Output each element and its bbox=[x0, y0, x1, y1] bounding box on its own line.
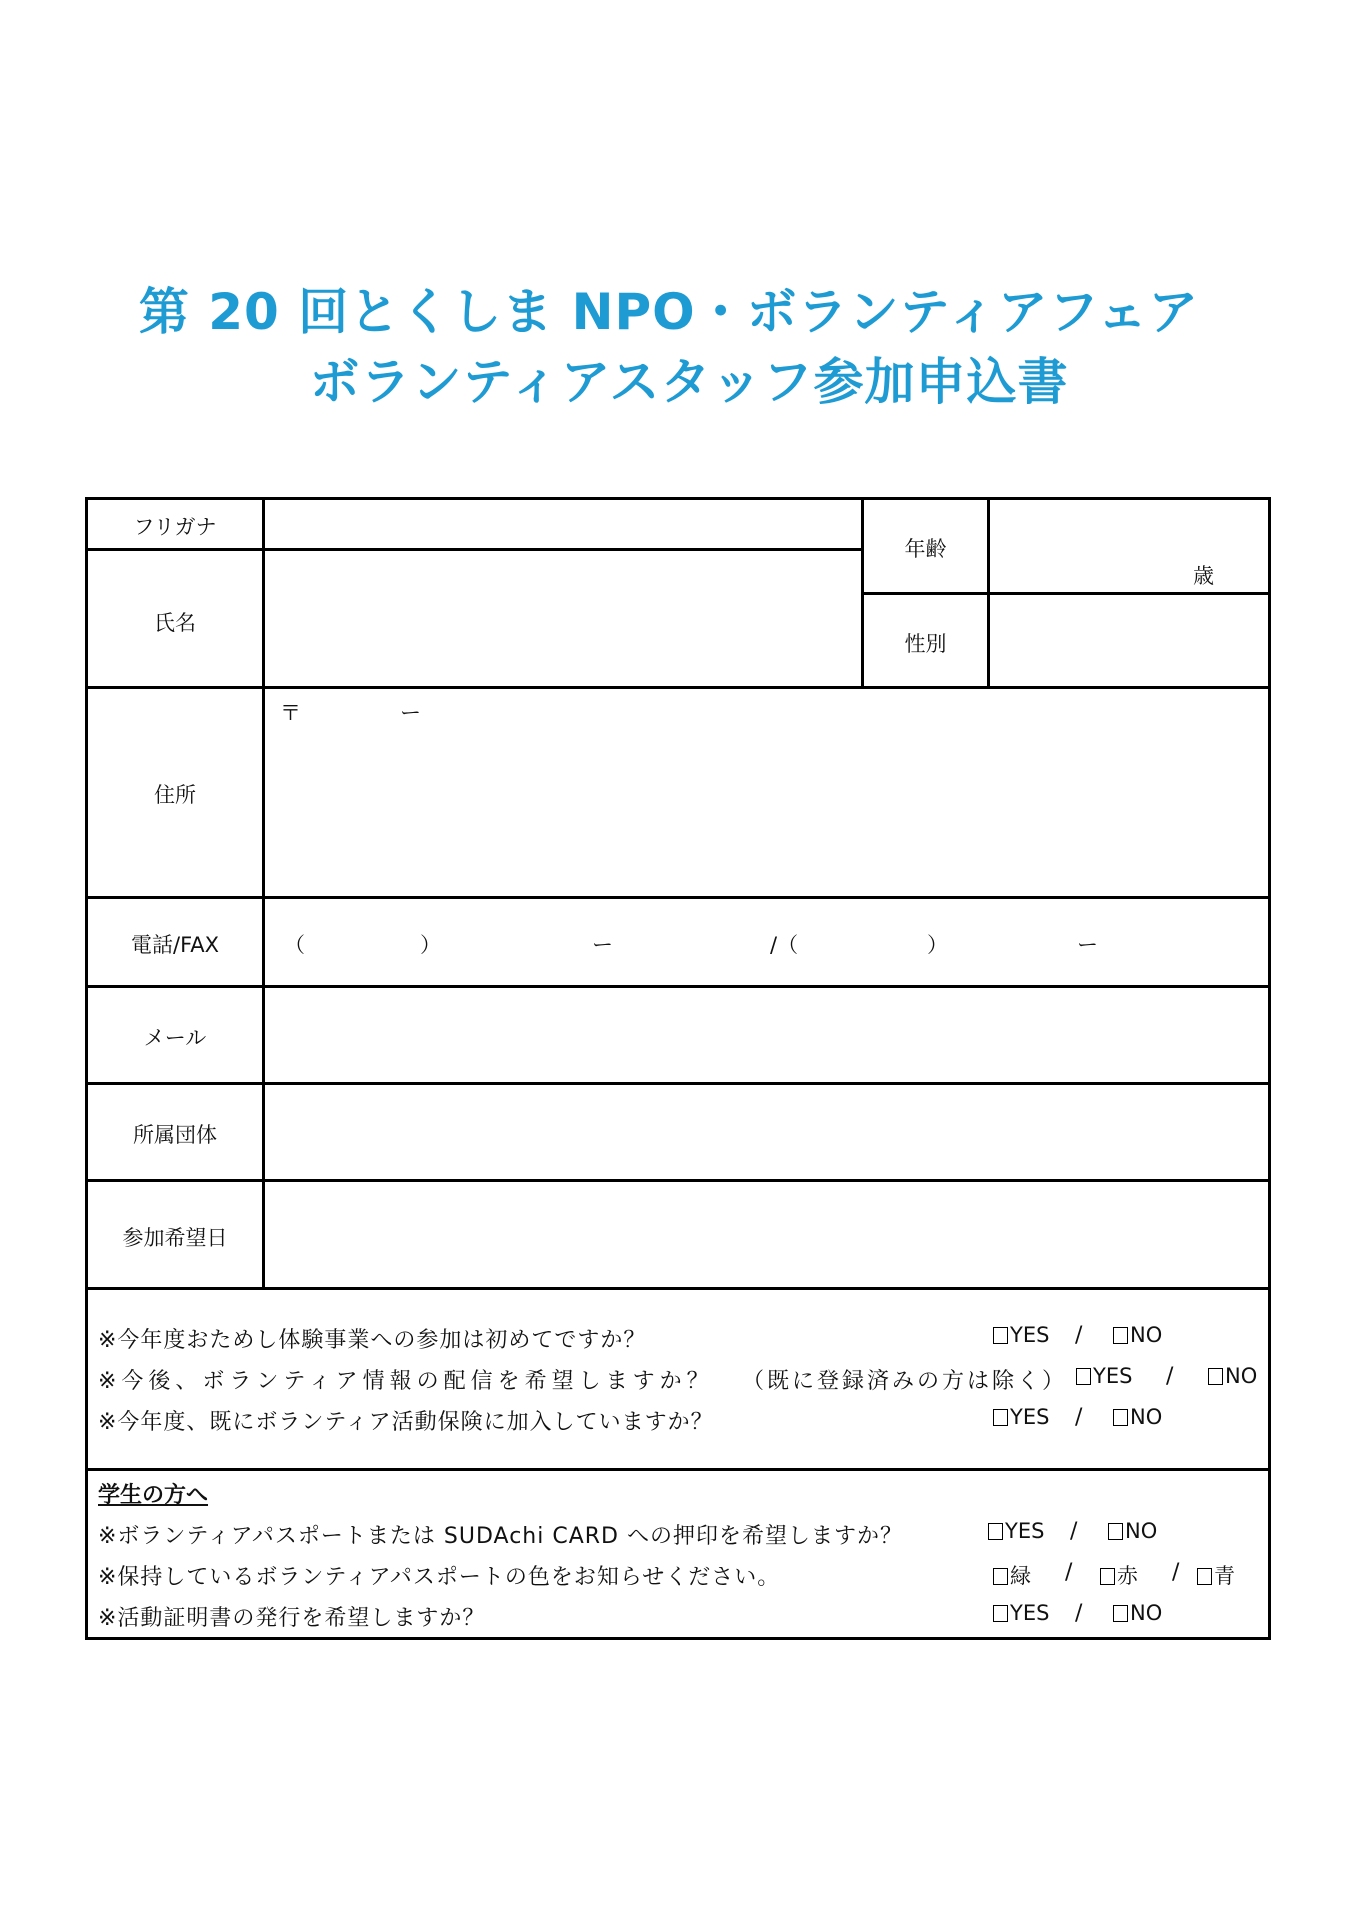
row-divider-org bbox=[85, 1179, 1271, 1182]
question-passport-color: ※保持しているボランティアパスポートの色をお知らせください。 bbox=[98, 1565, 781, 1590]
fax-separator: /（ bbox=[770, 933, 799, 957]
checkbox-icon[interactable] bbox=[993, 1327, 1008, 1344]
age-field[interactable] bbox=[991, 501, 1268, 591]
slash-separator: / bbox=[1065, 1560, 1073, 1585]
color-red-option[interactable]: 赤 bbox=[1100, 1560, 1138, 1590]
slash-separator: / bbox=[1075, 1405, 1083, 1430]
checkbox-icon[interactable] bbox=[993, 1409, 1008, 1426]
question-insurance: ※今年度、既にボランティア活動保険に加入していますか？ bbox=[98, 1410, 714, 1435]
fax-dash: ー bbox=[1077, 933, 1098, 957]
address-label: 住所 bbox=[154, 783, 196, 807]
checkbox-icon[interactable] bbox=[1108, 1523, 1123, 1540]
email-field[interactable] bbox=[266, 989, 1268, 1081]
organization-label: 所属団体 bbox=[133, 1123, 217, 1147]
first-time-yes-option[interactable]: YES bbox=[993, 1323, 1049, 1347]
stamp-no-option[interactable]: NO bbox=[1108, 1519, 1157, 1543]
gender-field[interactable] bbox=[991, 596, 1268, 685]
name-field[interactable] bbox=[266, 552, 860, 685]
row-divider-phone bbox=[85, 985, 1271, 988]
question-first-time: ※今年度おためし体験事業への参加は初めてですか？ bbox=[98, 1328, 647, 1353]
age-unit: 歳 bbox=[1193, 564, 1214, 588]
furigana-field[interactable] bbox=[266, 501, 860, 547]
checkbox-icon[interactable] bbox=[988, 1523, 1003, 1540]
gender-label: 性別 bbox=[904, 632, 947, 656]
insurance-yes-option[interactable]: YES bbox=[993, 1405, 1049, 1429]
color-blue-option[interactable]: 青 bbox=[1197, 1560, 1235, 1590]
checkbox-icon[interactable] bbox=[1113, 1327, 1128, 1344]
slash-separator: / bbox=[1166, 1364, 1174, 1389]
row-divider-age bbox=[861, 592, 1271, 595]
postal-mark: 〒 bbox=[280, 701, 301, 725]
slash-separator: / bbox=[1075, 1601, 1083, 1626]
organization-field[interactable] bbox=[266, 1086, 1268, 1178]
question-newsletter: ※今後、ボランティア情報の配信を希望しますか？ bbox=[98, 1369, 714, 1394]
phone-paren-close: ） bbox=[420, 933, 441, 957]
students-heading: 学生の方へ bbox=[98, 1483, 209, 1508]
color-green-option[interactable]: 緑 bbox=[993, 1560, 1031, 1590]
slash-separator: / bbox=[1172, 1560, 1180, 1585]
page-subtitle: ボランティアスタッフ参加申込書 bbox=[309, 353, 1069, 411]
name-label: 氏名 bbox=[154, 611, 196, 635]
label-column-divider bbox=[262, 497, 265, 1290]
fax-paren-close: ） bbox=[927, 933, 948, 957]
checkbox-icon[interactable] bbox=[1100, 1568, 1115, 1585]
furigana-label: フリガナ bbox=[133, 515, 217, 539]
checkbox-icon[interactable] bbox=[1076, 1368, 1091, 1385]
checkbox-icon[interactable] bbox=[1197, 1568, 1212, 1585]
phone-fax-field[interactable] bbox=[266, 900, 1268, 984]
insurance-no-option[interactable]: NO bbox=[1113, 1405, 1162, 1429]
stamp-yes-option[interactable]: YES bbox=[988, 1519, 1044, 1543]
first-time-no-option[interactable]: NO bbox=[1113, 1323, 1162, 1347]
phone-label: 電話/FAX bbox=[131, 933, 219, 957]
age-label: 年齢 bbox=[904, 537, 947, 561]
question-passport-stamp: ※ボランティアパスポートまたは SUDAchi CARD への押印を希望しますか？ bbox=[98, 1524, 903, 1549]
phone-paren-open: （ bbox=[284, 933, 305, 957]
row-divider-address bbox=[85, 896, 1271, 899]
checkbox-icon[interactable] bbox=[1113, 1605, 1128, 1622]
row-divider-email bbox=[85, 1082, 1271, 1085]
certificate-yes-option[interactable]: YES bbox=[993, 1601, 1049, 1625]
preferred-date-field[interactable] bbox=[266, 1183, 1268, 1288]
address-field[interactable] bbox=[266, 690, 1268, 895]
email-label: メール bbox=[143, 1026, 207, 1050]
newsletter-note: （既に登録済みの方は除く） bbox=[742, 1369, 1068, 1394]
checkbox-icon[interactable] bbox=[1208, 1368, 1223, 1385]
page-title: 第 20 回とくしま NPO・ボランティアフェア bbox=[138, 283, 1200, 341]
slash-separator: / bbox=[1075, 1323, 1083, 1348]
question-certificate: ※活動証明書の発行を希望しますか？ bbox=[98, 1606, 486, 1631]
newsletter-yes-option[interactable]: YES bbox=[1076, 1364, 1132, 1388]
newsletter-no-option[interactable]: NO bbox=[1208, 1364, 1257, 1388]
postal-dash: ー bbox=[400, 701, 421, 725]
slash-separator: / bbox=[1070, 1519, 1078, 1544]
preferred-date-label: 参加希望日 bbox=[122, 1226, 228, 1250]
checkbox-icon[interactable] bbox=[1113, 1409, 1128, 1426]
row-divider-furigana bbox=[85, 548, 863, 551]
checkbox-icon[interactable] bbox=[993, 1605, 1008, 1622]
row-divider-name bbox=[85, 686, 1271, 689]
certificate-no-option[interactable]: NO bbox=[1113, 1601, 1162, 1625]
phone-dash: ー bbox=[592, 933, 613, 957]
checkbox-icon[interactable] bbox=[993, 1568, 1008, 1585]
